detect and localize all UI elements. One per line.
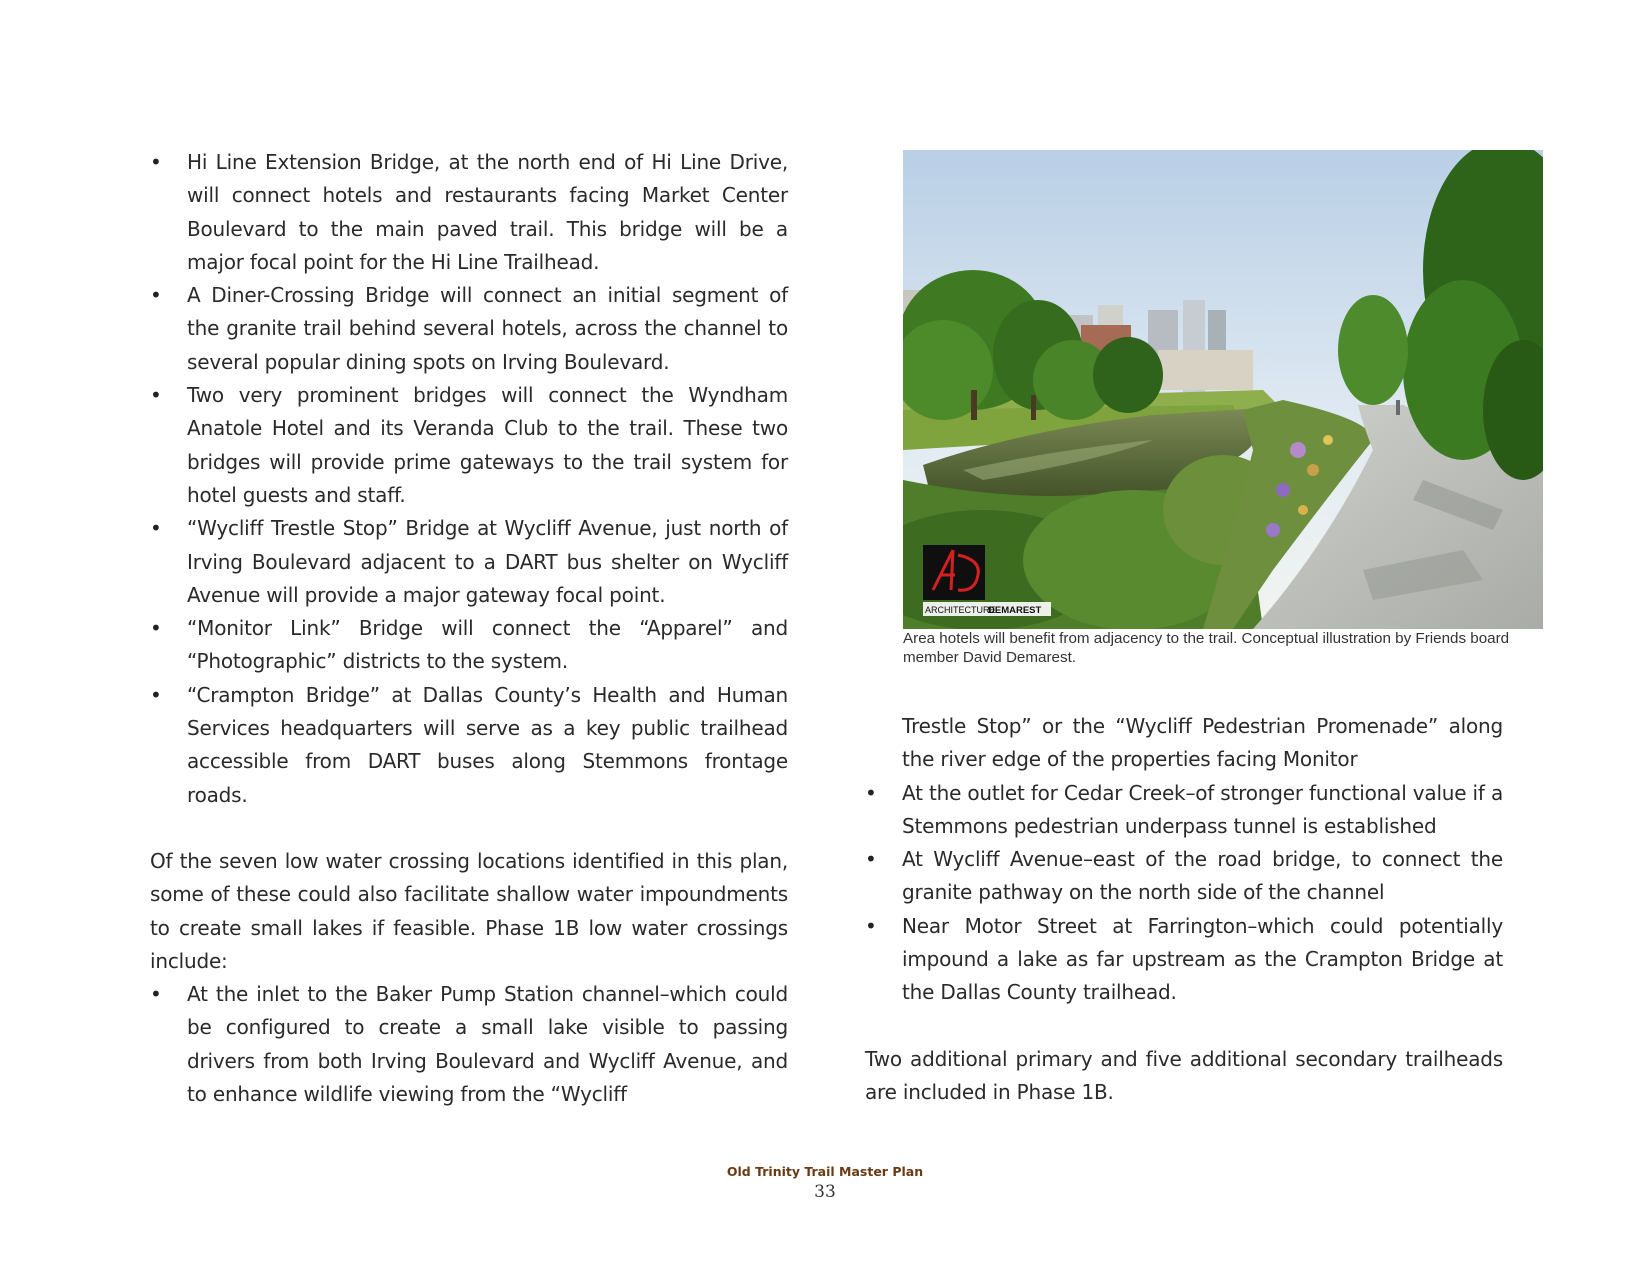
bridge-list — [150, 146, 788, 812]
list-item: • Near Motor Street at Farrington–which could potentially impound a lake as far upstream as the Crampton Bridge at the Dallas County trailhead. — [865, 910, 1503, 1010]
left-column — [150, 146, 788, 1111]
list-item: • Hi Line Extension Bridge, at the north end of Hi Line Drive, will connect hotels and restaurants facing Market Center Boulevard to the main paved trail. This bridge will be a major focal point for the Hi Line Trailhead. — [150, 146, 788, 279]
list-item: • At Wycliff Avenue–east of the road bridge, to connect the granite pathway on the north side of the channel — [865, 843, 1503, 910]
spacer — [865, 1010, 1503, 1043]
spacer — [150, 812, 788, 845]
list-item: • At the outlet for Cedar Creek–of stronger functional value if a Stemmons pedestrian underpass tunnel is established — [865, 777, 1503, 844]
page-number: 33 — [814, 1182, 836, 1202]
right-column — [865, 710, 1503, 1109]
low-water-paragraph: Of the seven low water crossing locations identified in this plan, some of these could also facilitate shallow water impoundments to create small lakes if feasible. Phase 1B low water crossings include: — [150, 848, 788, 973]
list-item-continuation: Trestle Stop” or the “Wycliff Pedestrian Promenade” along the river edge of the properties facing Monitor — [902, 714, 1503, 772]
trailheads-paragraph: Two additional primary and five additional secondary trailheads are included in Phase 1B. — [865, 1046, 1503, 1104]
list-item: • “Crampton Bridge” at Dallas County’s Health and Human Services headquarters will serve as a key public trailhead accessible from DART buses along Stemmons frontage roads. — [150, 679, 788, 812]
logo-text-architecture: ARCHITECTURE — [925, 605, 996, 615]
trail-illustration — [903, 150, 1543, 629]
logo-text-demarest: DEMAREST — [988, 605, 1042, 616]
low-water-list-continued — [865, 777, 1503, 1010]
list-item: • “Wycliff Trestle Stop” Bridge at Wycliff Avenue, just north of Irving Boulevard adjacent to a DART bus shelter on Wycliff Avenue will provide a major gateway focal point. — [150, 512, 788, 612]
list-item: • A Diner-Crossing Bridge will connect an initial segment of the granite trail behind several hotels, across the channel to several popular dining spots on Irving Boulevard. — [150, 279, 788, 379]
low-water-list — [150, 978, 788, 1111]
list-item: • Two very prominent bridges will connect the Wyndham Anatole Hotel and its Veranda Club to the trail. These two bridges will provide prime gateways to the trail system for hotel guests and staff. — [150, 379, 788, 512]
list-item: • “Monitor Link” Bridge will connect the “Apparel” and “Photographic” districts to the system. — [150, 612, 788, 679]
footer-title: Old Trinity Trail Master Plan — [726, 1164, 924, 1179]
photo-caption: Area hotels will benefit from adjacency to the trail. Conceptual illustration by Friends board member David Demarest. — [903, 630, 1510, 666]
list-item: • At the inlet to the Baker Pump Station channel–which could be configured to create a small lake visible to passing drivers from both Irving Boulevard and Wycliff Avenue, and to enhance wildlife viewing from the “Wycliff — [150, 978, 788, 1111]
